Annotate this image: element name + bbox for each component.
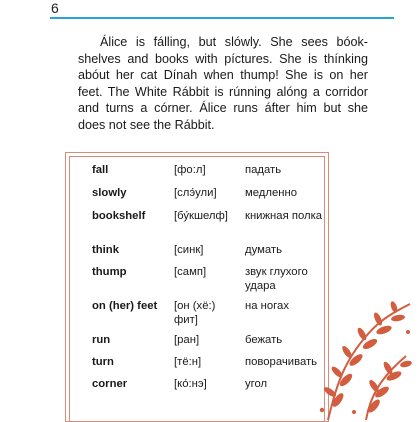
vocab-word: slowly xyxy=(92,187,127,199)
vocab-word: thump xyxy=(92,266,127,278)
vocab-word: think xyxy=(92,244,119,256)
vocab-transcription: [бу́кшелф] xyxy=(174,210,228,222)
vocab-meaning: медленно xyxy=(245,187,298,199)
vocab-meaning: на ногах xyxy=(245,300,289,312)
vocab-word: on (her) feet xyxy=(92,300,158,312)
leaf-ornament-icon xyxy=(308,292,418,420)
top-rule xyxy=(50,17,394,19)
vocab-word: run xyxy=(92,334,111,346)
vocab-meaning: думать xyxy=(245,244,282,256)
vocab-word: corner xyxy=(92,378,128,390)
vocab-transcription: [фо:л] xyxy=(174,164,206,176)
vocab-transcription: [ран] xyxy=(174,334,200,346)
vocab-transcription: [самп] xyxy=(174,266,207,278)
vocab-meaning: поворачивать xyxy=(245,356,318,368)
vocab-transcription: [синк] xyxy=(174,244,204,256)
vocab-word: fall xyxy=(92,164,109,176)
vocab-word: bookshelf xyxy=(92,210,146,222)
vocab-meaning: книжная полка xyxy=(245,210,323,222)
vocab-transcription: [тё:н] xyxy=(174,356,202,368)
vocab-word: turn xyxy=(92,356,114,368)
vocab-transcription: [слэ́ули] xyxy=(174,187,217,199)
vocab-meaning: падать xyxy=(245,164,282,176)
page-number: 6 xyxy=(51,0,59,16)
vocab-meaning: угол xyxy=(245,378,268,390)
vocab-meaning: звук глухого удара xyxy=(245,266,308,292)
vocab-transcription: [ко́:нэ] xyxy=(174,378,207,390)
vocab-meaning: бежать xyxy=(245,334,283,346)
vocab-transcription: [он (хё:) фит] xyxy=(174,300,216,326)
story-paragraph: Álice is fálling, but slówly. She sees bóokshelves and books with píctures. She is thínking abóut her cat Dínah when thump! She is on her feet. The White Rábbit is rúnning alóng a corridor and turns a córner. Álice runs áfter him but she does not see the Rábbit. xyxy=(78,35,368,132)
